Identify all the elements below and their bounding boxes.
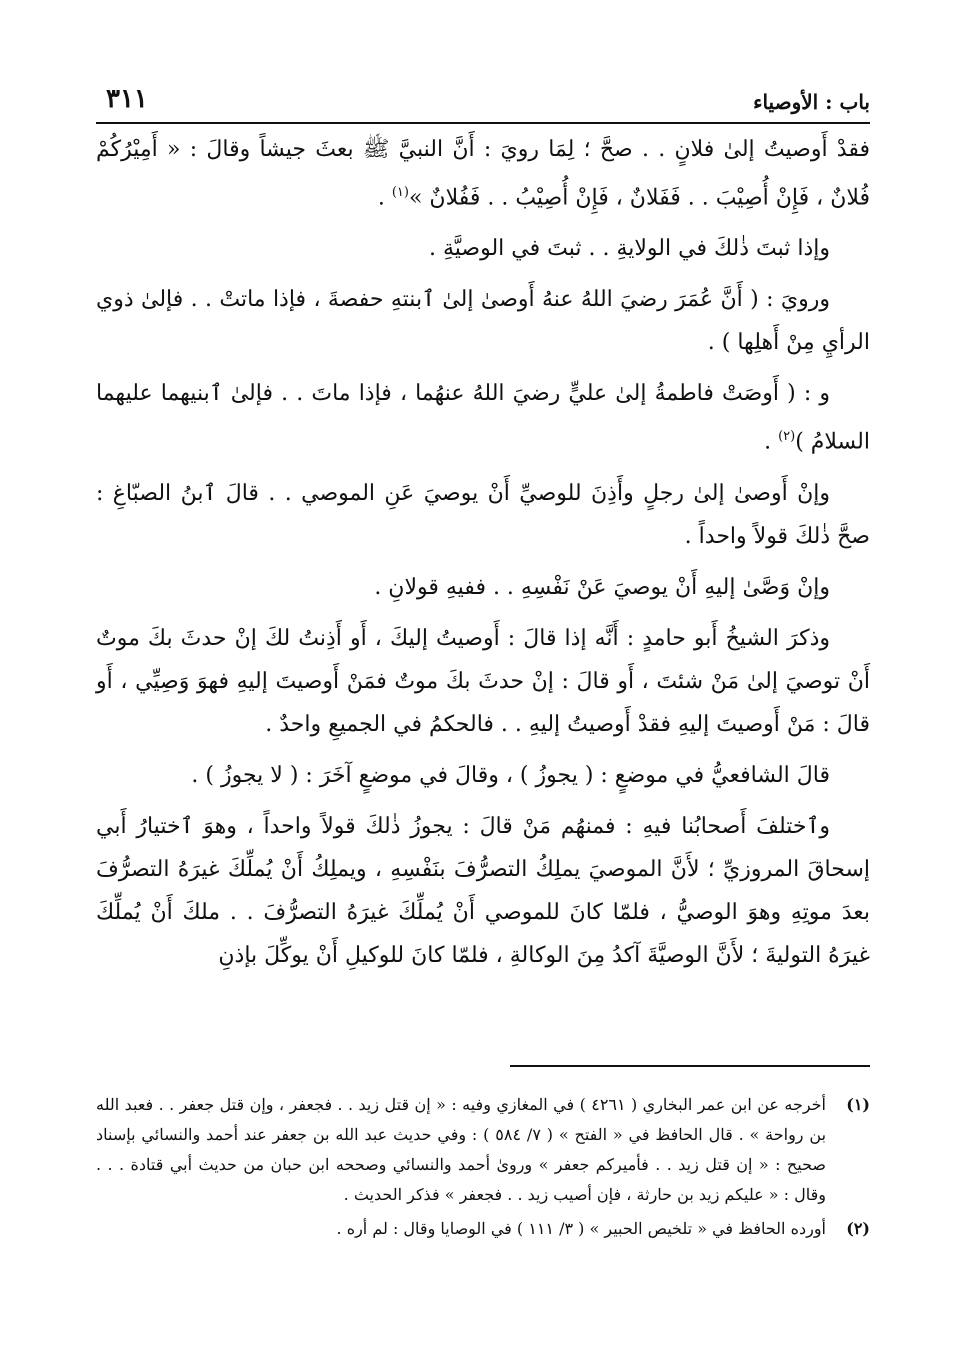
paragraph: و : ( أَوصَتْ فاطمةُ إلىٰ عليٍّ رضيَ اللهُ عنهُما ، فإذا ماتَ . . فإلىٰ ٱبنيهما عليهما السلامُ )$^{(٢)}$ . [96, 381, 870, 455]
running-header [96, 80, 870, 120]
footnote [96, 1090, 870, 1210]
paragraph: وإنْ أَوصىٰ إلىٰ رجلٍ وأَذِنَ للوصيِّ أَنْ يوصيَ عَنِ الموصي . . قالَ ٱبنُ الصبّاغِ : صحَّ ذٰلكَ قولاً واحداً . [96, 480, 870, 549]
main-text [96, 128, 870, 985]
footnote-number: (٢) [846, 1219, 870, 1238]
footnote-text: أخرجه عن ابن عمر البخاري ( ٤٢٦١ ) في المغازي وفيه : « إن قتل زيد . . فجعفر ، وإن قتل جعفر . . فعبد الله بن رواحة » . قال الحافظ في « الفتح » ( ٧/ ٥٨٤ ) : وفي حديث عبد الله بن جعفر عند أحمد والنسائي بإسناد صحيح : « إن قتل زيد . . فأميركم جعفر » وروىٰ أحمد والنسائي وصححه ابن حبان من حديث أبي قتادة . . . وقال : « عليكم زيد بن حارثة ، فإن أصيب زيد . . فجعفر » فذكر الحديث . [96, 1095, 827, 1204]
footnote-divider [510, 1065, 870, 1067]
chapter-title: باب : الأوصياء [753, 90, 870, 114]
paragraph: وٱختلفَ أَصحابُنا فيهِ : فمنهُم مَنْ قالَ : يجوزُ ذٰلكَ قولاً واحداً ، وهوَ ٱختيارُ أَبي إسحاقَ المروزيِّ ؛ لأَنَّ الموصيَ يملِكُ التصرُّفَ بنَفْسِهِ ، ويملِكُ أَنْ يُملِّكَ غيرَهُ التصرُّفَ بعدَ موتِهِ وهوَ الوصيُّ ، فلمّا كانَ للموصي أَنْ يُملِّكَ غيرَهُ التصرُّفَ . . ملكَ أَنْ يُملِّكَ غيرَهُ التوليةَ ؛ لأَنَّ الوصيَّةَ آكدُ مِنَ الوكالةِ ، فلمّا كانَ للوكيلِ أَنْ يوكِّلَ بإذنِ [96, 813, 870, 968]
footnote-ref: (٢) [778, 429, 796, 445]
header-divider [96, 122, 870, 124]
paragraph: قالَ الشافعيُّ في موضعٍ : ( يجوزُ ) ، وقالَ في موضعٍ آخَرَ : ( لا يجوزُ ) . [191, 762, 830, 788]
footnotes [96, 1090, 870, 1248]
footnote [96, 1214, 870, 1244]
paragraph: وإنْ وَصَّىٰ إليهِ أَنْ يوصيَ عَنْ نَفْسِهِ . . ففيهِ قولانِ . [374, 574, 830, 600]
paragraph: فقدْ أَوصيتُ إلىٰ فلانٍ . . صحَّ ؛ لِمَا رويَ : أَنَّ النبيَّ ﷺ بعثَ جيشاً وقالَ : « أَمِيْرُكُمْ فُلانٌ ، فَإِنْ أُصِيْبَ . . فَفَلانٌ ، فَإِنْ أُصِيْبُ . . فَفُلانٌ »$^{(١)}$ . [96, 137, 870, 211]
paragraph: وإذا ثبتَ ذٰلكَ في الولايةِ . . ثبتَ في الوصيَّةِ . [429, 236, 830, 262]
footnote-ref: (١) [391, 185, 409, 200]
paragraph: ورويَ : ( أَنَّ عُمَرَ رضيَ اللهُ عنهُ أَوصىٰ إلىٰ ٱبنتهِ حفصةَ ، فإذا ماتتْ . . فإلىٰ ذوي الرأيِ مِنْ أَهلِها ) . [96, 287, 870, 356]
footnote-text: أورده الحافظ في « تلخيص الحبير » ( ٣/ ١١١ ) في الوصايا وقال : لم أره . [336, 1219, 826, 1238]
paragraph: وذكرَ الشيخُ أَبو حامدٍ : أَنَّه إذا قالَ : أَوصيتُ إليكَ ، أَو أَذِنتُ لكَ إنْ حدثَ بكَ موتٌ أَنْ توصيَ إلىٰ مَنْ شئتَ ، أَو قالَ : إنْ حدثَ بكَ موتٌ فمَنْ أَوصيتَ إليهِ فهوَ وَصِيِّي ، أَو قالَ : مَنْ أَوصيتَ إليهِ فقدْ أَوصيتُ إليهِ . . فالحكمُ في الجميعِ واحدٌ . [96, 625, 870, 737]
page-number: ٣١١ [106, 84, 148, 114]
footnote-number: (١) [846, 1095, 870, 1114]
